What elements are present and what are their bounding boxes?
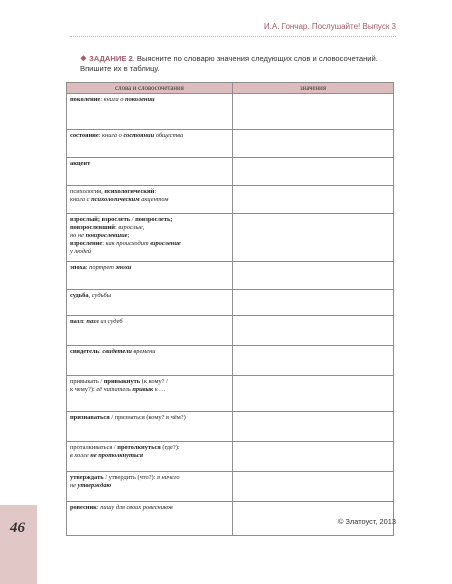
table-row: [67, 262, 394, 290]
word-line: [70, 224, 229, 232]
task-instruction: [80, 54, 396, 74]
meaning-input-cell[interactable]: [233, 346, 394, 376]
header-divider: [70, 36, 396, 37]
word-line: [70, 318, 229, 326]
word-text: протолкнуться: [117, 444, 161, 451]
word-text: ,: [88, 292, 92, 299]
word-text: (к кому? /: [140, 378, 168, 385]
copyright-notice: © Златоуст, 2013: [338, 517, 396, 526]
word-text: повзрослеть;: [135, 216, 173, 223]
page-margin-tab: [0, 505, 37, 584]
word-text: эпоха: [70, 264, 86, 271]
word-text: эпохи: [115, 264, 132, 271]
word-text: психологический: [104, 188, 155, 195]
word-line: [70, 240, 229, 248]
word-text: (где?):: [160, 444, 180, 451]
word-line: [70, 264, 229, 272]
meaning-input-cell[interactable]: [233, 262, 394, 290]
word-line: [70, 96, 229, 104]
table-row: [67, 472, 394, 502]
task-label: ЗАДАНИЕ 2: [88, 54, 133, 63]
task-text: . Выясните по словарю значения следующих слов и словосочетаний. Впишите их в таблицу.: [80, 54, 378, 73]
word-text: поколении: [125, 96, 155, 103]
word-text: поколение: [70, 96, 101, 103]
word-cell: [67, 290, 233, 316]
word-cell: [67, 214, 233, 262]
word-text: повзрослевший: [70, 224, 115, 232]
word-text: утверждаю: [77, 482, 112, 490]
word-line: [70, 292, 229, 300]
word-line: [70, 386, 229, 394]
table-row: [67, 376, 394, 412]
table-row: [67, 346, 394, 376]
column-header-meanings: значения: [233, 83, 394, 94]
table-body: [67, 94, 394, 536]
word-cell: [67, 412, 233, 442]
word-text: её читатель: [96, 386, 133, 394]
word-text: у людей: [70, 248, 92, 256]
word-text: :: [83, 318, 87, 325]
running-title: И.А. Гончар. Послушайте! Выпуск 3: [263, 22, 396, 31]
word-text: / признаться (кому? в чём?): [109, 414, 186, 421]
word-text: акцент: [70, 160, 91, 167]
word-text: книга о: [103, 96, 126, 103]
word-line: [70, 504, 229, 512]
word-text: утверждать: [70, 474, 104, 481]
word-text: :: [114, 224, 119, 232]
word-text: / утвердить (что?):: [103, 474, 158, 481]
word-line: [70, 196, 229, 204]
word-line: [70, 188, 229, 196]
table-row: [67, 214, 394, 262]
word-cell: [67, 376, 233, 412]
word-text: пазл: [70, 318, 84, 325]
word-cell: [67, 158, 233, 186]
word-cell: [67, 130, 233, 158]
word-text: как происходит: [105, 240, 151, 248]
table-row: [67, 130, 394, 158]
meaning-input-cell[interactable]: [233, 412, 394, 442]
table-row: [67, 316, 394, 346]
table-row: [67, 94, 394, 130]
word-cell: [67, 262, 233, 290]
word-cell: [67, 472, 233, 502]
word-text: книга с: [70, 196, 92, 204]
word-line: [70, 482, 229, 490]
word-cell: [67, 346, 233, 376]
word-text: ;: [127, 232, 130, 240]
word-text: повзрослевшие: [85, 232, 128, 240]
word-line: [70, 160, 229, 168]
word-line: [70, 248, 229, 256]
word-line: [70, 414, 229, 422]
word-text: не протолкнуться: [90, 452, 144, 460]
page-number: 46: [10, 520, 25, 536]
word-line: [70, 378, 229, 386]
word-text: не: [70, 482, 78, 490]
word-line: [70, 216, 229, 224]
word-text: взросление: [70, 240, 103, 248]
word-text: привык: [132, 386, 154, 394]
word-text: психология,: [70, 188, 105, 195]
word-text: я ничего: [157, 474, 180, 481]
word-text: /: [130, 216, 136, 223]
word-text: пазл: [86, 318, 99, 325]
word-line: [70, 132, 229, 140]
word-text: книга о: [102, 132, 124, 139]
word-text: судьба: [70, 292, 89, 299]
word-text: признаваться: [70, 414, 110, 421]
word-text: проталкиваться /: [70, 444, 118, 451]
word-text: общества: [154, 132, 184, 139]
word-text: взросление: [150, 240, 181, 248]
word-line: [70, 474, 229, 482]
word-cell: [67, 442, 233, 472]
word-text: к чему?):: [70, 386, 97, 394]
word-text: :: [102, 240, 106, 248]
vocabulary-table: [66, 82, 394, 536]
diamond-bullet-icon: ❖: [80, 54, 87, 63]
word-text: состоянии: [123, 132, 155, 139]
word-text: :: [96, 504, 101, 511]
table-header-row: [67, 83, 394, 94]
word-text: свидетель: [70, 348, 99, 355]
word-text: портрет: [89, 264, 116, 271]
word-cell: [67, 186, 233, 214]
word-text: :: [98, 348, 103, 355]
meaning-input-cell[interactable]: [233, 290, 394, 316]
meaning-input-cell[interactable]: [233, 316, 394, 346]
word-text: но не: [70, 232, 86, 240]
word-text: привыкнуть: [103, 378, 141, 385]
table-row: [67, 442, 394, 472]
word-text: взрослый; взрослеть: [70, 216, 131, 223]
word-text: свидетели: [102, 348, 132, 355]
meaning-input-cell[interactable]: [233, 158, 394, 186]
word-line: [70, 348, 229, 356]
word-text: состояние: [70, 132, 99, 139]
word-text: :: [85, 264, 90, 271]
word-text: привыкать /: [70, 378, 104, 385]
meaning-input-cell[interactable]: [233, 442, 394, 472]
meaning-input-cell[interactable]: [233, 214, 394, 262]
table-row: [67, 290, 394, 316]
word-text: судьбы: [91, 292, 112, 299]
word-line: [70, 444, 229, 452]
word-text: :: [100, 96, 104, 103]
word-text: акцентом: [139, 196, 169, 204]
table-row: [67, 186, 394, 214]
meaning-input-cell[interactable]: [233, 186, 394, 214]
meaning-input-cell[interactable]: [233, 376, 394, 412]
word-text: времени: [131, 348, 156, 355]
meaning-input-cell[interactable]: [233, 472, 394, 502]
word-text: :: [98, 132, 103, 139]
word-text: психологическим: [91, 196, 140, 204]
word-text: :: [154, 188, 157, 195]
word-text: пишу для своих ровесников: [100, 504, 173, 511]
meaning-input-cell[interactable]: [233, 130, 394, 158]
word-text: ровесник: [70, 504, 97, 511]
word-cell: [67, 94, 233, 130]
word-text: из судеб: [98, 318, 123, 325]
word-text: взрослые,: [118, 224, 145, 232]
meaning-input-cell[interactable]: [233, 94, 394, 130]
word-cell: [67, 316, 233, 346]
word-line: [70, 232, 229, 240]
column-header-words: слова и словосочетания: [67, 83, 233, 94]
table-row: [67, 158, 394, 186]
word-text: в холле: [70, 452, 91, 460]
word-line: [70, 452, 229, 460]
word-text: к …: [153, 386, 166, 394]
word-cell: [67, 502, 233, 536]
table-row: [67, 412, 394, 442]
